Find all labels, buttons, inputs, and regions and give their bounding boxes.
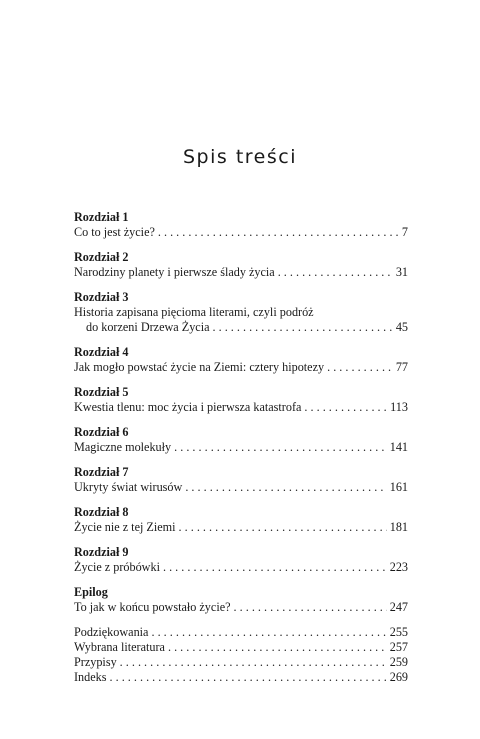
page-number: 77 (395, 360, 408, 374)
chapter-title: Ukryty świat wirusów (74, 480, 183, 494)
toc-entry (74, 360, 408, 375)
chapter-title: Narodziny planety i pierwsze ślady życia (74, 265, 275, 279)
dot-leader (158, 225, 399, 240)
toc-entry (74, 655, 408, 670)
dot-leader (234, 600, 387, 615)
chapter-title: Historia zapisana pięcioma literami, czyli podróż (74, 305, 314, 319)
toc-chapter (74, 290, 408, 335)
page-number: 45 (395, 320, 408, 334)
toc-entry (74, 625, 408, 640)
chapter-label: Rozdział 5 (74, 385, 129, 399)
toc-chapter (74, 545, 408, 575)
toc-chapter (74, 425, 408, 455)
chapter-title: To jak w końcu powstało życie? (74, 600, 231, 614)
section-title: Indeks (74, 670, 107, 684)
toc-chapter (74, 250, 408, 280)
chapter-title: Jak mogło powstać życie na Ziemi: cztery hipotezy (74, 360, 325, 374)
toc-chapter (74, 585, 408, 615)
dot-leader (110, 670, 387, 685)
page-number: 223 (389, 560, 408, 574)
dot-leader (151, 625, 386, 640)
page-number: 269 (389, 670, 408, 684)
chapter-label: Rozdział 3 (74, 290, 129, 304)
page-number: 161 (389, 480, 408, 494)
chapter-label: Rozdział 8 (74, 505, 129, 519)
toc-chapter (74, 385, 408, 415)
toc-entry (74, 400, 408, 415)
page-number: 181 (389, 520, 408, 534)
toc-entry (74, 560, 408, 575)
chapter-label: Epilog (74, 585, 108, 599)
toc-entry (74, 480, 408, 495)
dot-leader (185, 480, 386, 495)
chapter-title: Co to jest życie? (74, 225, 155, 239)
dot-leader (179, 520, 387, 535)
chapter-label: Rozdział 2 (74, 250, 129, 264)
toc-chapter (74, 210, 408, 240)
toc-entry (74, 600, 408, 615)
dot-leader (174, 440, 387, 455)
section-title: Przypisy (74, 655, 117, 669)
page-number: 141 (389, 440, 408, 454)
dot-leader (327, 360, 393, 375)
toc-entry (74, 225, 408, 240)
dot-leader (278, 265, 393, 280)
toc-chapter (74, 465, 408, 495)
chapter-label: Rozdział 1 (74, 210, 129, 224)
table-of-contents (74, 210, 408, 685)
page-number: 7 (401, 225, 408, 239)
chapter-label: Rozdział 7 (74, 465, 129, 479)
chapter-title: Życie nie z tej Ziemi (74, 520, 176, 534)
toc-entry (74, 670, 408, 685)
dot-leader (304, 400, 387, 415)
page-number: 257 (389, 640, 408, 654)
dot-leader (213, 320, 393, 335)
page-number: 113 (390, 400, 408, 414)
toc-entry (74, 640, 408, 655)
toc-entry (74, 320, 408, 335)
chapter-title: Kwestia tlenu: moc życia i pierwsza katastrofa (74, 400, 302, 414)
page-number: 247 (389, 600, 408, 614)
toc-entry (74, 520, 408, 535)
section-title: Wybrana literatura (74, 640, 165, 654)
chapter-label: Rozdział 4 (74, 345, 129, 359)
dot-leader (163, 560, 387, 575)
page-title: Spis treści (183, 146, 297, 168)
chapter-title: Magiczne molekuły (74, 440, 172, 454)
chapter-title-continued: do korzeni Drzewa Życia (86, 320, 210, 334)
dot-leader (120, 655, 387, 670)
page-number: 31 (395, 265, 408, 279)
chapter-title: Życie z próbówki (74, 560, 160, 574)
toc-entry (74, 440, 408, 455)
toc-entry (74, 265, 408, 280)
toc-entry-first-line (74, 305, 408, 320)
chapter-label: Rozdział 6 (74, 425, 129, 439)
toc-chapter (74, 505, 408, 535)
chapter-label: Rozdział 9 (74, 545, 129, 559)
section-title: Podziękowania (74, 625, 149, 639)
dot-leader (168, 640, 387, 655)
page-number: 255 (389, 625, 408, 639)
toc-extras (74, 625, 408, 685)
page-number: 259 (389, 655, 408, 669)
toc-chapter (74, 345, 408, 375)
